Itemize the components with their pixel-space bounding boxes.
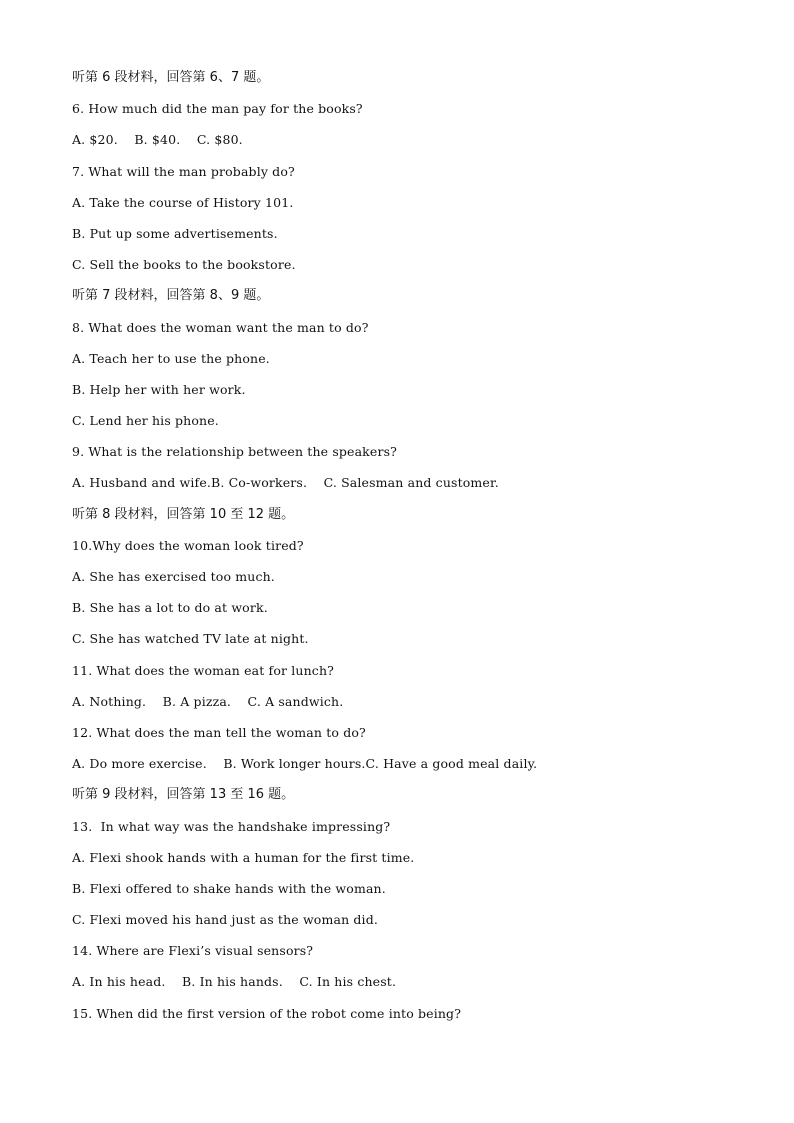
question-10-option-a: A. She has exercised too much. — [72, 569, 275, 584]
question-7-option-a: A. Take the course of History 101. — [72, 194, 294, 210]
question-11-options: A. Nothing. B. A pizza. C. A sandwich. — [72, 693, 344, 709]
question-10-option-b: B. She has a lot to do at work. — [72, 600, 268, 616]
question-7: 7. What will the man probably do? — [72, 163, 295, 179]
question-12-options: A. Do more exercise. B. Work longer hours.C. Have a good meal daily. — [72, 756, 538, 772]
question-9: 9. What is the relationship between the speakers? — [72, 444, 398, 460]
question-15: 15. When did the first version of the robot come into being? — [72, 1005, 462, 1021]
question-11: 11. What does the woman eat for lunch? — [72, 662, 335, 678]
question-8-option-b: B. Help her with her work. — [72, 381, 246, 397]
section-heading: 听第 6 段材料，回答第 6、7 题。 — [72, 70, 270, 85]
section-heading: 听第 9 段材料，回答第 13 至 16 题。 — [72, 787, 295, 803]
question-8-option-c: C. Lend her his phone. — [72, 413, 219, 429]
question-6: 6. How much did the man pay for the books? — [72, 101, 363, 117]
section-heading: 听第 7 段材料，回答第 8、9 题。 — [72, 288, 270, 304]
document-content — [72, 62, 752, 1029]
question-9-options: A. Husband and wife.B. Co-workers. C. Salesman and customer. — [72, 475, 499, 491]
question-14-options: A. In his head. B. In his hands. C. In his chest. — [72, 974, 397, 990]
question-7-option-c: C. Sell the books to the bookstore. — [72, 257, 296, 273]
question-7-option-b: B. Put up some advertisements. — [72, 225, 278, 241]
question-13-option-b: B. Flexi offered to shake hands with the woman. — [72, 880, 386, 896]
question-13: 13. In what way was the handshake impressing? — [72, 818, 391, 834]
question-6-options: A. $20. B. $40. C. $80. — [72, 132, 243, 148]
question-10: 10.Why does the woman look tired? — [72, 537, 304, 553]
question-14: 14. Where are Flexi’s visual sensors? — [72, 943, 314, 959]
section-heading: 听第 8 段材料，回答第 10 至 12 题。 — [72, 506, 295, 522]
question-12: 12. What does the man tell the woman to do? — [72, 724, 366, 740]
question-13-option-c: C. Flexi moved his hand just as the woman did. — [72, 912, 378, 928]
question-8-option-a: A. Teach her to use the phone. — [72, 350, 270, 366]
question-10-option-c: C. She has watched TV late at night. — [72, 631, 309, 647]
question-13-option-a: A. Flexi shook hands with a human for the first time. — [72, 849, 415, 865]
question-8: 8. What does the woman want the man to do? — [72, 319, 369, 335]
